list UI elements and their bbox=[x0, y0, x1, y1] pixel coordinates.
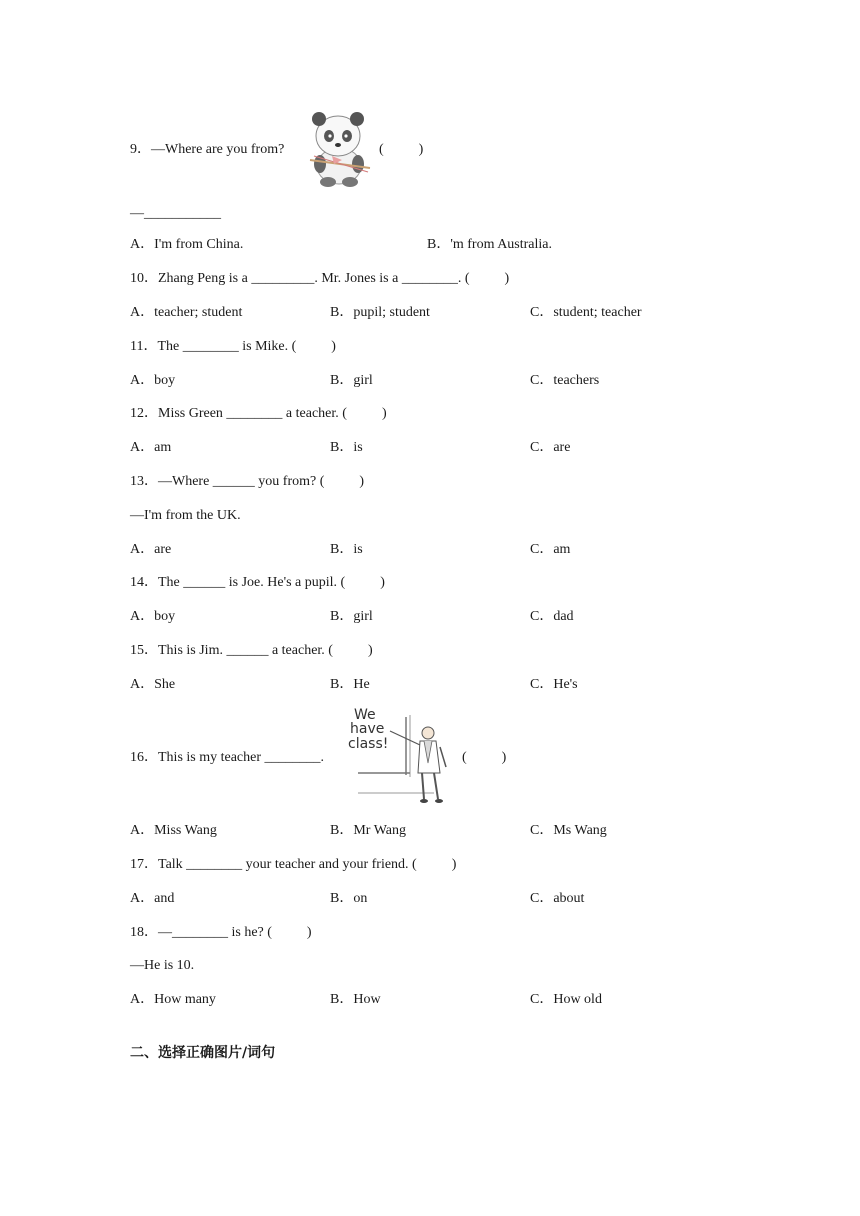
q14-option-b[interactable]: B．girl bbox=[330, 609, 373, 624]
q9-answer-paren: ( ) bbox=[379, 142, 424, 157]
q15-option-c[interactable]: C．He's bbox=[530, 677, 578, 692]
panda-icon bbox=[304, 108, 374, 188]
q9-option-a[interactable]: A．I'm from China. bbox=[130, 237, 244, 252]
q14-stem: 14．The ______ is Joe. He's a pupil. ( ) bbox=[130, 575, 385, 590]
q9-stem: 9．—Where are you from? bbox=[130, 142, 285, 157]
q9-answer-line: —___________ bbox=[130, 206, 221, 221]
q11-option-b[interactable]: B．girl bbox=[330, 373, 373, 388]
q16-option-a[interactable]: A．Miss Wang bbox=[130, 823, 217, 838]
q13-option-a[interactable]: A．are bbox=[130, 542, 172, 557]
q15-option-b[interactable]: B．He bbox=[330, 677, 370, 692]
q11-stem: 11．The ________ is Mike. ( ) bbox=[130, 339, 336, 354]
board-text-we: We bbox=[354, 707, 376, 723]
q17-option-a[interactable]: A．and bbox=[130, 891, 175, 906]
q16-option-b[interactable]: B．Mr Wang bbox=[330, 823, 407, 838]
q15-option-a[interactable]: A．She bbox=[130, 677, 176, 692]
q13-stem: 13．—Where ______ you from? ( ) bbox=[130, 474, 365, 489]
q16-stem: 16．This is my teacher ________. bbox=[130, 750, 325, 765]
board-text-have: have bbox=[350, 721, 385, 737]
q10-option-c[interactable]: C．student; teacher bbox=[530, 305, 642, 320]
q10-stem: 10．Zhang Peng is a _________. Mr. Jones is a ________. ( ) bbox=[130, 271, 510, 286]
q10-option-b[interactable]: B．pupil; student bbox=[330, 305, 430, 320]
q13-option-b[interactable]: B．is bbox=[330, 542, 363, 557]
section-title: 二、选择正确图片/词句 bbox=[130, 1045, 276, 1061]
q10-option-a[interactable]: A．teacher; student bbox=[130, 305, 243, 320]
q17-option-c[interactable]: C．about bbox=[530, 891, 585, 906]
q11-option-a[interactable]: A．boy bbox=[130, 373, 176, 388]
q17-stem: 17．Talk ________ your teacher and your friend. ( ) bbox=[130, 857, 457, 872]
q18-option-b[interactable]: B．How bbox=[330, 992, 381, 1007]
q12-stem: 12．Miss Green ________ a teacher. ( ) bbox=[130, 406, 387, 421]
q16-option-c[interactable]: C．Ms Wang bbox=[530, 823, 607, 838]
q18-option-c[interactable]: C．How old bbox=[530, 992, 602, 1007]
q12-option-b[interactable]: B．is bbox=[330, 440, 363, 455]
q12-option-a[interactable]: A．am bbox=[130, 440, 172, 455]
q15-stem: 15．This is Jim. ______ a teacher. ( ) bbox=[130, 643, 373, 658]
q16-answer-paren: ( ) bbox=[462, 750, 507, 765]
q18-stem: 18．—________ is he? ( ) bbox=[130, 925, 312, 940]
board-text-class: class! bbox=[348, 736, 389, 752]
q14-option-a[interactable]: A．boy bbox=[130, 609, 176, 624]
q13-option-c[interactable]: C．am bbox=[530, 542, 571, 557]
q14-option-c[interactable]: C．dad bbox=[530, 609, 574, 624]
teacher-at-board-icon bbox=[344, 703, 452, 807]
q13-reply: —I'm from the UK. bbox=[130, 508, 241, 523]
q9-option-b[interactable]: B．'m from Australia. bbox=[427, 237, 553, 252]
q18-reply: —He is 10. bbox=[130, 958, 195, 973]
q18-option-a[interactable]: A．How many bbox=[130, 992, 216, 1007]
q12-option-c[interactable]: C．are bbox=[530, 440, 571, 455]
q11-option-c[interactable]: C．teachers bbox=[530, 373, 600, 388]
q17-option-b[interactable]: B．on bbox=[330, 891, 368, 906]
